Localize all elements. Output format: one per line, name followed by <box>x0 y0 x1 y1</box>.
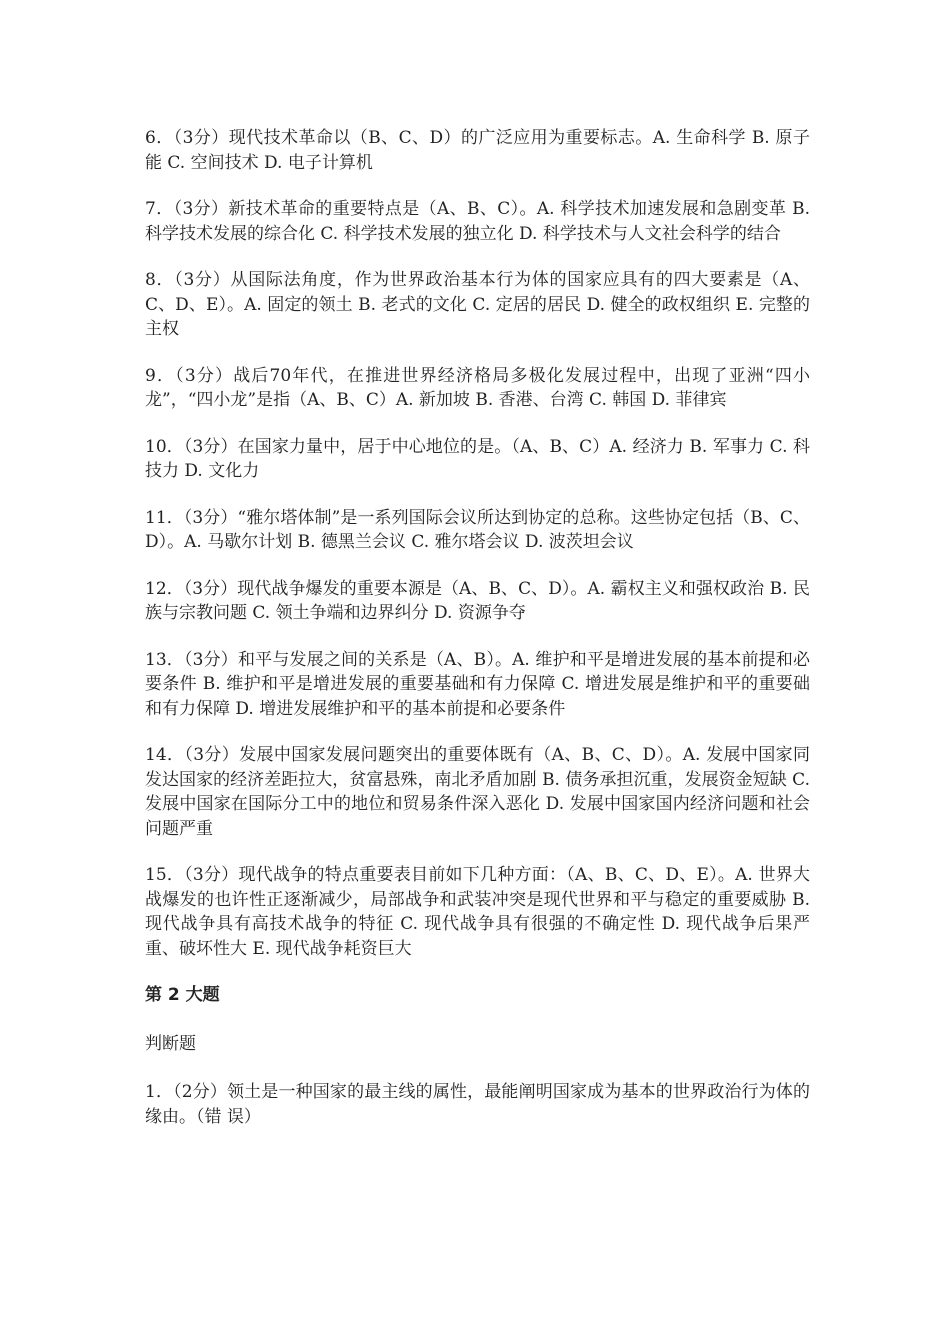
section-heading: 第 2 大题 <box>145 985 220 1005</box>
question-8: 8．（3分）从国际法角度，作为世界政治基本行为体的国家应具有的四大要素是（A、C、D、E）。A. 固定的领土 B. 老式的文化 C. 定居的居民 D. 健全的政权组织 E. 完整的主权 <box>145 270 810 339</box>
question-10: 10．（3分）在国家力量中，居于中心地位的是。（A、B、C）A. 经济力 B. 军事力 C. 科技力 D. 文化力 <box>145 436 810 481</box>
question-15: 15．（3分）现代战争的特点重要表目前如下几种方面：（A、B、C、D、E）。A. 世界大战爆发的也许性正逐渐减少，局部战争和武装冲突是现代世界和平与稳定的重要威胁 B. 现代战争具有高技术战争的特征 C. 现代战争具有很强的不确定性 D. 现代战争后果严重、破坏性大 E. 现代战争耗资巨大 <box>145 865 810 959</box>
question-7: 7．（3分）新技术革命的重要特点是（A、B、C）。A. 科学技术加速发展和急剧变革 B. 科学技术发展的综合化 C. 科学技术发展的独立化 D. 科学技术与人文社会科学的结合 <box>145 199 810 244</box>
question-6: 6．（3分）现代技术革命以（B、C、D）的广泛应用为重要标志。A. 生命科学 B. 原子能 C. 空间技术 D. 电子计算机 <box>145 128 810 173</box>
judgment-item-1: 1．（2分）领土是一种国家的最主线的属性，最能阐明国家成为基本的世界政治行为体的缘由。（错 误） <box>145 1082 810 1127</box>
question-11: 11．（3分）“雅尔塔体制”是一系列国际会议所达到协定的总称。这些协定包括（B、C、D）。A. 马歇尔计划 B. 德黑兰会议 C. 雅尔塔会议 D. 波茨坦会议 <box>145 507 810 552</box>
question-12: 12．（3分）现代战争爆发的重要本源是（A、B、C、D）。A. 霸权主义和强权政治 B. 民族与宗教问题 C. 领土争端和边界纠分 D. 资源争夺 <box>145 578 810 623</box>
question-9: 9．（3分）战后70年代，在推进世界经济格局多极化发展过程中，出现了亚洲“四小龙”，“四小龙”是指（A、B、C）A. 新加坡 B. 香港、台湾 C. 韩国 D. 菲律宾 <box>145 365 810 410</box>
question-14: 14．（3分）发展中国家发展问题突出的重要体既有（A、B、C、D）。A. 发展中国家同发达国家的经济差距拉大，贫富悬殊，南北矛盾加剧 B. 债务承担沉重，发展资金短缺 C. 发展中国家在国际分工中的地位和贸易条件深入恶化 D. 发展中国家国内经济问题和社会问题严重 <box>145 745 810 839</box>
section-subheading: 判断题 <box>145 1033 196 1054</box>
question-13: 13．（3分）和平与发展之间的关系是（A、B）。A. 维护和平是增进发展的基本前提和必要条件 B. 维护和平是增进发展的重要基础和有力保障 C. 增进发展是维护和平的重要础和有力保障 D. 增进发展维护和平的基本前提和必要条件 <box>145 649 810 719</box>
document-page <box>145 126 810 1151</box>
